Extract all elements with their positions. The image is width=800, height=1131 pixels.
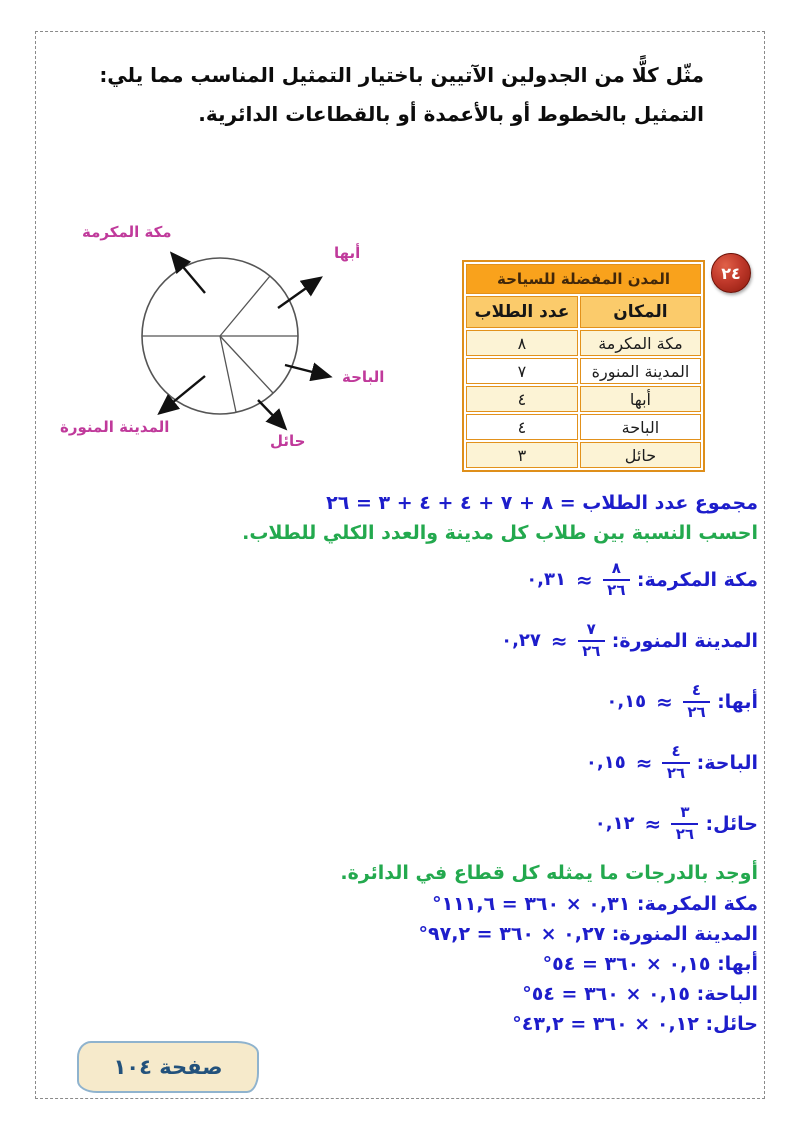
favorite-cities-table — [462, 260, 705, 472]
table-row — [466, 358, 701, 384]
fraction — [603, 560, 630, 599]
column-header-students: عدد الطلاب — [466, 296, 578, 328]
pie-chart-figure — [58, 213, 423, 481]
label-arrow-icons — [161, 255, 328, 427]
cell-place: حائل — [580, 442, 701, 468]
pie-label-madinah: المدينة المنورة — [60, 418, 170, 436]
degree-line-hail: حائل: ٠,١٢ × ٣٦٠ = ٤٣,٢° — [512, 1013, 758, 1035]
cell-students: ٤ — [466, 414, 578, 440]
cell-place: مكة المكرمة — [580, 330, 701, 356]
pie-label-abha: أبها — [334, 244, 361, 262]
fraction-numerator: ٤ — [683, 682, 710, 702]
arrow-abha-icon — [278, 279, 319, 308]
ratio-value: ٠,١٢ — [594, 813, 635, 834]
exercise-number-badge — [711, 253, 751, 293]
ratio-value: ٠,١٥ — [606, 691, 647, 712]
exercise-number: ٢٤ — [721, 263, 741, 283]
approx-symbol: ≈ — [656, 689, 673, 714]
approx-symbol: ≈ — [550, 628, 568, 653]
ratio-label: حائل: — [705, 812, 758, 835]
table-title: المدن المفضلة للسياحة — [466, 264, 701, 294]
arrow-baha-icon — [285, 365, 328, 376]
pie-chart — [58, 213, 423, 481]
pie-label-hail: حائل — [270, 432, 306, 450]
total-students-line: مجموع عدد الطلاب = ٨ + ٧ + ٤ + ٤ + ٣ = ٢٦ — [326, 492, 758, 514]
table-row — [466, 330, 701, 356]
fraction-denominator: ٢٦ — [687, 702, 706, 721]
cell-students: ٧ — [466, 358, 578, 384]
page-number: صفحة ١٠٤ — [113, 1055, 223, 1079]
fraction — [683, 682, 710, 721]
approx-symbol: ≈ — [635, 750, 653, 775]
degree-line-madinah: المدينة المنورة: ٠,٢٧ × ٣٦٠ = ٩٧,٢° — [418, 923, 758, 945]
ratio-label: المدينة المنورة: — [611, 629, 758, 652]
fraction — [662, 743, 689, 782]
arrow-hail-icon — [258, 400, 284, 427]
ratio-label: أبها: — [717, 690, 758, 713]
table-row — [466, 386, 701, 412]
fraction — [671, 804, 698, 843]
fraction-denominator: ٢٦ — [607, 580, 626, 599]
degrees-section — [198, 858, 758, 1039]
fraction — [578, 621, 605, 660]
ratio-line-abha — [198, 671, 758, 732]
fraction-denominator: ٢٦ — [582, 641, 601, 660]
ratio-value: ٠,٢٧ — [501, 630, 541, 651]
pie-label-makkah: مكة المكرمة — [82, 223, 172, 241]
ratio-instruction: احسب النسبة بين طلاب كل مدينة والعدد الكلي للطلاب. — [242, 522, 758, 544]
solution-block — [198, 488, 758, 1039]
table-row — [466, 414, 701, 440]
ratio-value: ٠,١٥ — [585, 752, 626, 773]
ratio-line-hail — [198, 793, 758, 854]
exercise-prompt: مثّل كلًّا من الجدولين الآتيين باختيار التمثيل المناسب مما يلي: التمثيل بالخطوط أو بالأعمدة أو بالقطاعات الدائرية. — [99, 63, 704, 126]
cell-students: ٤ — [466, 386, 578, 412]
cell-place: المدينة المنورة — [580, 358, 701, 384]
fraction-numerator: ٣ — [671, 804, 698, 824]
degrees-instruction: أوجد بالدرجات ما يمثله كل قطاع في الدائرة. — [340, 862, 758, 884]
cell-students: ٣ — [466, 442, 578, 468]
cell-place: أبها — [580, 386, 701, 412]
degree-line-abha: أبها: ٠,١٥ × ٣٦٠ = ٥٤° — [542, 953, 758, 975]
degree-line-baha: الباحة: ٠,١٥ × ٣٦٠ = ٥٤° — [522, 983, 758, 1005]
table-title-row — [466, 264, 701, 294]
fraction-numerator: ٧ — [578, 621, 605, 641]
approx-symbol: ≈ — [575, 567, 593, 592]
ratio-line-makkah — [198, 549, 758, 610]
table-header-row — [466, 296, 701, 328]
ratio-line-madinah — [198, 610, 758, 671]
cell-students: ٨ — [466, 330, 578, 356]
page-number-badge — [77, 1041, 259, 1093]
fraction-numerator: ٤ — [662, 743, 689, 763]
pie-label-baha: الباحة — [342, 368, 385, 386]
table-row — [466, 442, 701, 468]
fraction-denominator: ٢٦ — [675, 824, 695, 843]
ratio-line-baha — [198, 732, 758, 793]
fraction-numerator: ٨ — [603, 560, 630, 580]
cell-place: الباحة — [580, 414, 701, 440]
approx-symbol: ≈ — [644, 811, 662, 836]
ratio-label: مكة المكرمة: — [636, 568, 758, 591]
ratio-value: ٠,٣١ — [526, 569, 566, 590]
fraction-denominator: ٢٦ — [666, 763, 686, 782]
column-header-place: المكان — [580, 296, 701, 328]
degree-line-makkah: مكة المكرمة: ٠,٣١ × ٣٦٠ = ١١١,٦° — [432, 893, 758, 915]
ratio-label: الباحة: — [696, 751, 758, 774]
